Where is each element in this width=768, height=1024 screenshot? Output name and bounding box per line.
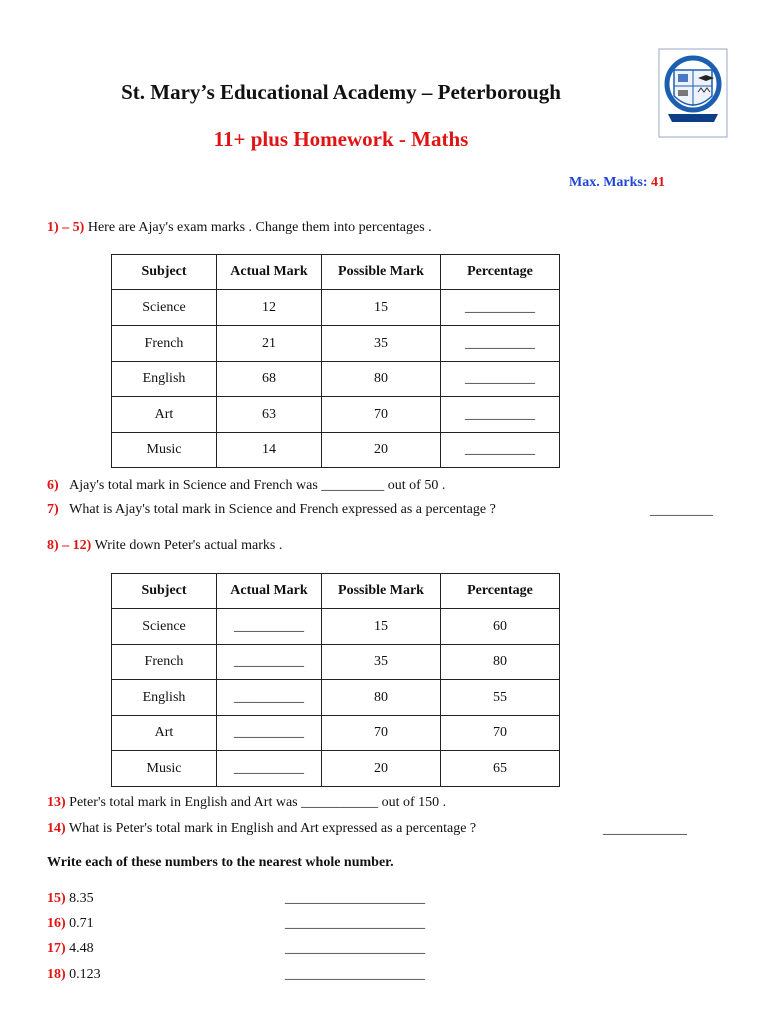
question-16 — [47, 916, 94, 932]
rounding-instruction: Write each of these numbers to the nearest whole number. — [47, 855, 394, 870]
answer-blank[interactable]: __________ — [441, 397, 560, 433]
question-value: 8.35 — [69, 891, 94, 906]
answer-blank[interactable]: ____________________ — [285, 916, 425, 931]
table-header-row — [112, 255, 560, 290]
table-cell: Art — [112, 716, 217, 751]
question-text: Write down Peter's actual marks . — [94, 538, 283, 553]
question-number: 13) — [47, 795, 66, 810]
table-cell: 15 — [322, 290, 441, 326]
table-cell: 65 — [441, 751, 560, 787]
table-row — [112, 645, 560, 680]
column-header: Percentage — [441, 255, 560, 290]
school-crest-icon — [658, 48, 728, 138]
table-cell: 15 — [322, 609, 441, 645]
table-cell: Music — [112, 433, 217, 468]
question-text: What is Ajay's total mark in Science and French expressed as a percentage ? — [69, 502, 496, 517]
column-header: Actual Mark — [217, 255, 322, 290]
question-value: 0.71 — [69, 916, 94, 931]
column-header: Percentage — [441, 574, 560, 609]
question-14 — [47, 821, 476, 837]
answer-blank[interactable]: __________ — [217, 609, 322, 645]
question-number: 8) – 12) — [47, 538, 92, 553]
answer-blank[interactable]: __________ — [441, 290, 560, 326]
question-number: 17) — [47, 941, 66, 956]
table-row — [112, 716, 560, 751]
table-row — [112, 290, 560, 326]
school-name: St. Mary’s Educational Academy – Peterborough — [121, 80, 561, 104]
max-marks-value: 41 — [651, 175, 666, 190]
column-header: Subject — [112, 574, 217, 609]
question-number: 16) — [47, 916, 66, 931]
table-cell: 12 — [217, 290, 322, 326]
table-cell: 20 — [322, 433, 441, 468]
question-number: 15) — [47, 891, 66, 906]
answer-blank[interactable]: __________ — [217, 645, 322, 680]
table-cell: Music — [112, 751, 217, 787]
question-value: 0.123 — [69, 967, 101, 982]
table-cell: 20 — [322, 751, 441, 787]
column-header: Possible Mark — [322, 574, 441, 609]
column-header: Possible Mark — [322, 255, 441, 290]
answer-blank[interactable]: __________ — [441, 326, 560, 362]
table-row — [112, 397, 560, 433]
question-text: Peter's total mark in English and Art was ___________ out of 150 . — [69, 795, 447, 810]
table-cell: Art — [112, 397, 217, 433]
table-cell: 35 — [322, 645, 441, 680]
question-number: 6) — [47, 478, 59, 493]
answer-blank[interactable]: __________ — [217, 751, 322, 787]
question-6 — [47, 478, 445, 494]
table-header-row — [112, 574, 560, 609]
homework-title: 11+ plus Homework - Maths — [213, 127, 469, 151]
answer-blank[interactable]: __________ — [441, 362, 560, 397]
table-cell: 60 — [441, 609, 560, 645]
table-cell: English — [112, 362, 217, 397]
table-cell: 70 — [441, 716, 560, 751]
table-row — [112, 362, 560, 397]
question-15 — [47, 891, 94, 907]
question-13 — [47, 795, 446, 811]
question-7 — [47, 502, 496, 518]
table-cell: 80 — [441, 645, 560, 680]
table-cell: French — [112, 326, 217, 362]
section1-prompt — [47, 220, 432, 236]
section2-prompt — [47, 538, 282, 554]
table-cell: French — [112, 645, 217, 680]
question-number: 7) — [47, 502, 59, 517]
answer-blank[interactable]: ____________________ — [285, 967, 425, 982]
table-cell: 21 — [217, 326, 322, 362]
answer-blank[interactable]: __________ — [217, 716, 322, 751]
answer-blank[interactable]: _________ — [650, 503, 713, 518]
question-text: Here are Ajay's exam marks . Change them into percentages . — [87, 220, 432, 235]
table-row — [112, 680, 560, 716]
table-cell: 70 — [322, 716, 441, 751]
peter-marks-table — [111, 573, 560, 787]
table-cell: English — [112, 680, 217, 716]
answer-blank[interactable]: ____________________ — [285, 941, 425, 956]
max-marks-label: Max. Marks: — [569, 175, 648, 190]
table-cell: 35 — [322, 326, 441, 362]
table-row — [112, 751, 560, 787]
max-marks — [569, 175, 665, 191]
question-18 — [47, 967, 101, 983]
table-cell: Science — [112, 290, 217, 326]
question-text: Ajay's total mark in Science and French was _________ out of 50 . — [69, 478, 446, 493]
table-row — [112, 609, 560, 645]
answer-blank[interactable]: ____________ — [603, 822, 687, 837]
answer-blank[interactable]: __________ — [441, 433, 560, 468]
ajay-marks-table — [111, 254, 560, 468]
table-cell: 80 — [322, 680, 441, 716]
table-cell: 68 — [217, 362, 322, 397]
table-cell: 80 — [322, 362, 441, 397]
column-header: Subject — [112, 255, 217, 290]
question-text: What is Peter's total mark in English and Art expressed as a percentage ? — [68, 821, 477, 836]
answer-blank[interactable]: __________ — [217, 680, 322, 716]
table-cell: 14 — [217, 433, 322, 468]
question-number: 14) — [47, 821, 66, 836]
question-17 — [47, 941, 94, 957]
question-value: 4.48 — [69, 941, 94, 956]
table-cell: 55 — [441, 680, 560, 716]
question-number: 1) – 5) — [47, 220, 85, 235]
table-cell: Science — [112, 609, 217, 645]
table-row — [112, 433, 560, 468]
table-cell: 70 — [322, 397, 441, 433]
table-cell: 63 — [217, 397, 322, 433]
answer-blank[interactable]: ____________________ — [285, 891, 425, 906]
question-number: 18) — [47, 967, 66, 982]
column-header: Actual Mark — [217, 574, 322, 609]
table-row — [112, 326, 560, 362]
